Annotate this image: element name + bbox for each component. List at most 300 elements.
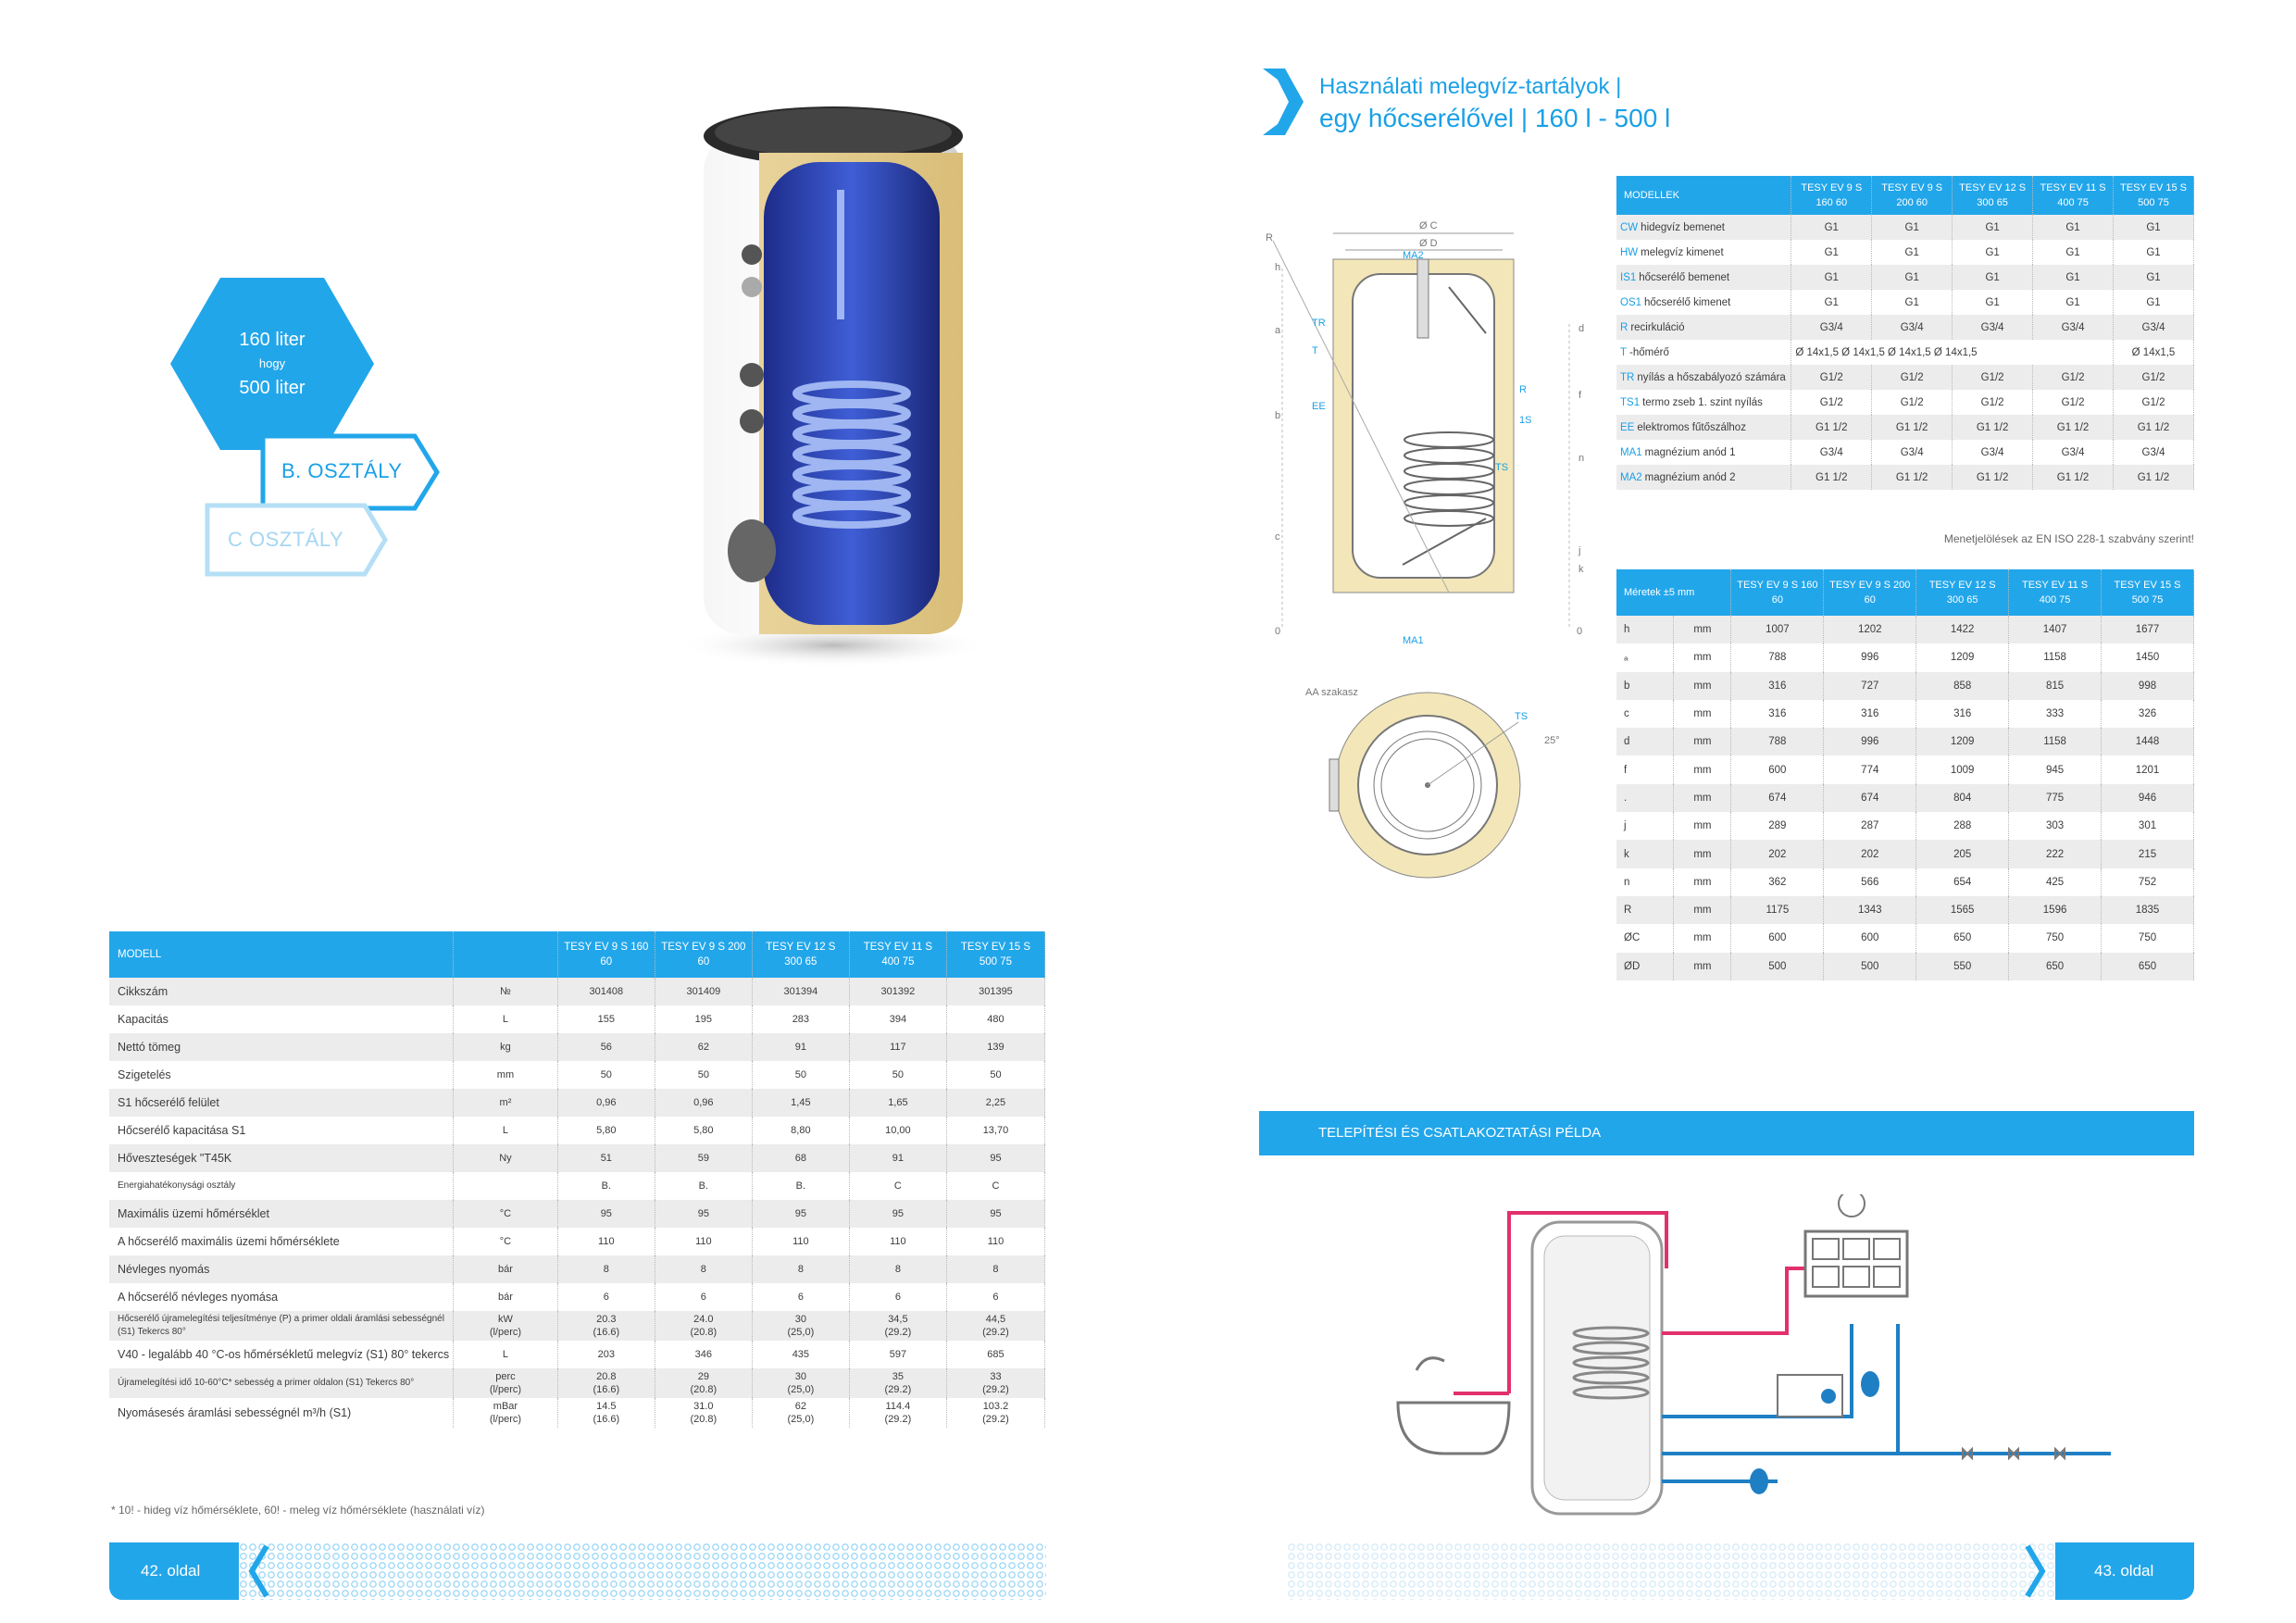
- dimension-unit: mm: [1674, 700, 1731, 728]
- table-header-cell: TESY EV 11 S 400 75: [2033, 176, 2114, 215]
- table-cell: 750: [2102, 924, 2194, 952]
- connection-code: MA2: [1620, 471, 1642, 483]
- label-b: b: [1275, 410, 1281, 421]
- table-header-cell: TESY EV 9 S 160 60: [1791, 176, 1872, 215]
- table-header-cell: TESY EV 9 S 160 60: [1731, 569, 1824, 616]
- connection-code: HW: [1620, 246, 1639, 258]
- table-cell: 316: [1916, 700, 2009, 728]
- table-cell: G1/2: [2033, 365, 2114, 390]
- table-cell: 51: [557, 1144, 655, 1172]
- dimension-code: h: [1616, 616, 1674, 643]
- row-label: [1616, 265, 1791, 290]
- table-cell: 301: [2102, 812, 2194, 840]
- table-cell: 202: [1824, 840, 1916, 868]
- table-cell: 301392: [849, 978, 946, 1005]
- table-cell: G1: [1791, 265, 1872, 290]
- table-cell: 215: [2102, 840, 2194, 868]
- connection-code: R: [1620, 321, 1628, 333]
- table-header-row: [1616, 569, 2194, 616]
- dimension-unit: mm: [1674, 728, 1731, 755]
- table-cell: G3/4: [1872, 315, 1953, 340]
- row-unit: bár: [454, 1255, 558, 1283]
- table-cell: 301395: [946, 978, 1044, 1005]
- table-cell: B.: [557, 1172, 655, 1200]
- table-cell: 56: [557, 1033, 655, 1061]
- label-t: T: [1312, 345, 1318, 356]
- table-cell: 24.0 (20.8): [655, 1311, 752, 1341]
- table-cell: G1 1/2: [1872, 415, 1953, 440]
- table-cell: 95: [849, 1200, 946, 1228]
- class-c-tag: C OSZTÁLY: [202, 500, 391, 580]
- table-cell: Ø 14x1,5: [2114, 340, 2194, 365]
- label-section: AA szakasz: [1305, 687, 1358, 698]
- table-cell: 1450: [2102, 643, 2194, 671]
- connection-code: T: [1620, 346, 1628, 358]
- table-cell: 1,45: [752, 1089, 849, 1117]
- table-cell: 1,65: [849, 1089, 946, 1117]
- table-cell: 283: [752, 1005, 849, 1033]
- table-header-cell: TESY EV 11 S 400 75: [849, 931, 946, 978]
- row-unit: bár: [454, 1283, 558, 1311]
- table-cell: 110: [946, 1228, 1044, 1255]
- table-cell: 68: [752, 1144, 849, 1172]
- table-cell: G3/4: [2114, 315, 2194, 340]
- table-header-cell: TESY EV 15 S 500 75: [2114, 176, 2194, 215]
- table-cell: 600: [1731, 924, 1824, 952]
- thread-note: Menetjelölések az EN ISO 228-1 szabvány szerint!: [1943, 532, 2194, 545]
- connection-code: CW: [1620, 221, 1639, 233]
- label-ma2: MA2: [1403, 250, 1424, 261]
- table-row: [1616, 672, 2194, 700]
- table-cell: 600: [1824, 924, 1916, 952]
- table-row: [1616, 440, 2194, 465]
- table-header-cell: [454, 931, 558, 978]
- table-cell: 996: [1824, 728, 1916, 755]
- row-unit: L: [454, 1117, 558, 1144]
- table-cell: G1 1/2: [1953, 415, 2033, 440]
- label-zero-right: 0: [1577, 626, 1583, 637]
- table-cell: 289: [1731, 812, 1824, 840]
- table-cell: 110: [752, 1228, 849, 1255]
- table-cell: 59: [655, 1144, 752, 1172]
- dimension-code: ₐ: [1616, 643, 1674, 671]
- table-row: [109, 1255, 1045, 1283]
- row-unit: [454, 1172, 558, 1200]
- table-row: [1616, 290, 2194, 315]
- table-header-cell: MODELLEK: [1616, 176, 1791, 215]
- dimension-code: c: [1616, 700, 1674, 728]
- table-cell: 195: [655, 1005, 752, 1033]
- connection-code: IS1: [1620, 271, 1637, 283]
- table-row: [109, 1061, 1045, 1089]
- table-cell: G1: [1872, 240, 1953, 265]
- table-cell: 550: [1916, 953, 2009, 980]
- table-cell: 1677: [2102, 616, 2194, 643]
- table-row: [1616, 616, 2194, 643]
- table-cell: C: [946, 1172, 1044, 1200]
- table-header-cell: TESY EV 12 S 300 65: [1953, 176, 2033, 215]
- dimension-unit: mm: [1674, 784, 1731, 812]
- table-cell: 650: [2102, 953, 2194, 980]
- table-cell: 333: [2009, 700, 2102, 728]
- table-cell: G1/2: [1791, 365, 1872, 390]
- table-cell: 31.0 (20.8): [655, 1398, 752, 1428]
- table-header-cell: TESY EV 9 S 160 60: [557, 931, 655, 978]
- row-unit: kW (l/perc): [454, 1311, 558, 1341]
- label-ts-section: TS: [1515, 711, 1529, 722]
- table-cell: 1407: [2009, 616, 2102, 643]
- table-cell: G1: [1791, 215, 1872, 240]
- dimension-unit: mm: [1674, 924, 1731, 952]
- table-cell: G1: [2114, 290, 2194, 315]
- table-cell: G1: [1872, 215, 1953, 240]
- table-cell: 815: [2009, 672, 2102, 700]
- table-cell: 6: [752, 1283, 849, 1311]
- table-cell: G1 1/2: [2033, 415, 2114, 440]
- table-cell: 650: [2009, 953, 2102, 980]
- dimension-unit: mm: [1674, 840, 1731, 868]
- row-label: Nettó tömeg: [109, 1033, 454, 1061]
- table-cell: 2,25: [946, 1089, 1044, 1117]
- installation-section-title: TELEPÍTÉSI ÉS CSATLAKOZTATÁSI PÉLDA: [1259, 1111, 2194, 1155]
- table-row: [1616, 868, 2194, 896]
- table-cell: C: [849, 1172, 946, 1200]
- dimension-unit: mm: [1674, 755, 1731, 783]
- label-ee: EE: [1312, 401, 1326, 412]
- table-row: [1616, 240, 2194, 265]
- table-cell: 301394: [752, 978, 849, 1005]
- row-label: Újramelegítési idő 10-60°C* sebesség a primer oldalon (S1) Tekercs 80°: [109, 1368, 454, 1398]
- row-label: Szigetelés: [109, 1061, 454, 1089]
- connection-code: TS1: [1620, 396, 1641, 408]
- footer-right-tab: [2055, 1542, 2194, 1600]
- table-cell: B.: [655, 1172, 752, 1200]
- table-cell: 303: [2009, 812, 2102, 840]
- table-header-cell: TESY EV 15 S 500 75: [946, 931, 1044, 978]
- table-cell: 155: [557, 1005, 655, 1033]
- table-row: [109, 1283, 1045, 1311]
- dim-label-od: Ø D: [1419, 238, 1438, 249]
- table-row: [109, 1172, 1045, 1200]
- footnote: * 10! - hideg víz hőmérséklete, 60! - meleg víz hőmérséklete (használati víz): [111, 1504, 485, 1517]
- table-cell: 13,70: [946, 1117, 1044, 1144]
- connection-code: MA1: [1620, 446, 1642, 458]
- table-cell: G1/2: [2114, 365, 2194, 390]
- row-unit: Ny: [454, 1144, 558, 1172]
- table-row: [1616, 755, 2194, 783]
- connection-code: OS1: [1620, 296, 1642, 308]
- connection-label: recirkuláció: [1630, 321, 1685, 333]
- table-cell: 8,80: [752, 1117, 849, 1144]
- label-h: h: [1275, 262, 1281, 273]
- table-cell: 6: [557, 1283, 655, 1311]
- table-cell: 6: [946, 1283, 1044, 1311]
- table-cell: 1007: [1731, 616, 1824, 643]
- table-cell: 95: [655, 1200, 752, 1228]
- row-label: [1616, 340, 1791, 365]
- table-cell: 1835: [2102, 896, 2194, 924]
- table-cell: 202: [1731, 840, 1824, 868]
- row-label: Kapacitás: [109, 1005, 454, 1033]
- row-unit: L: [454, 1341, 558, 1368]
- table-row: [1616, 728, 2194, 755]
- table-cell: G3/4: [1791, 315, 1872, 340]
- table-cell: 20.3 (16.6): [557, 1311, 655, 1341]
- table-cell: G1: [1953, 290, 2033, 315]
- dimension-unit: mm: [1674, 643, 1731, 671]
- page-number-right: 43. oldal: [2094, 1562, 2154, 1579]
- table-cell: 775: [2009, 784, 2102, 812]
- table-cell: 205: [1916, 840, 2009, 868]
- table-cell: 346: [655, 1341, 752, 1368]
- row-label: [1616, 315, 1791, 340]
- row-unit: L: [454, 1005, 558, 1033]
- table-header-cell: TESY EV 12 S 300 65: [1916, 569, 2009, 616]
- table-header-cell: TESY EV 9 S 200 60: [1872, 176, 1953, 215]
- table-cell: G1: [2033, 240, 2114, 265]
- label-f: f: [1578, 390, 1582, 401]
- row-label: [1616, 465, 1791, 490]
- table-row: [109, 1144, 1045, 1172]
- dimension-code: j: [1616, 812, 1674, 840]
- table-cell: 435: [752, 1341, 849, 1368]
- row-unit: m²: [454, 1089, 558, 1117]
- table-cell: 6: [655, 1283, 752, 1311]
- table-cell: 1343: [1824, 896, 1916, 924]
- table-cell: Ø 14x1,5 Ø 14x1,5 Ø 14x1,5 Ø 14x1,5: [1791, 340, 2114, 365]
- table-cell: G1 1/2: [1872, 465, 1953, 490]
- label-angle: 25°: [1544, 735, 1560, 746]
- row-label: A hőcserélő maximális üzemi hőmérséklete: [109, 1228, 454, 1255]
- class-b-tag: B. OSZTÁLY: [257, 431, 443, 514]
- label-k: k: [1578, 564, 1584, 575]
- table-row: [1616, 924, 2194, 952]
- dimension-code: R: [1616, 896, 1674, 924]
- table-cell: G3/4: [2033, 440, 2114, 465]
- table-cell: G1: [2033, 290, 2114, 315]
- table-row: [1616, 700, 2194, 728]
- table-header-row: [109, 931, 1045, 978]
- table-cell: 394: [849, 1005, 946, 1033]
- row-unit: kg: [454, 1033, 558, 1061]
- table-cell: 804: [1916, 784, 2009, 812]
- row-label: [1616, 415, 1791, 440]
- table-cell: 8: [946, 1255, 1044, 1283]
- table-row: [1616, 215, 2194, 240]
- table-row: [109, 1033, 1045, 1061]
- table-cell: G1: [2033, 215, 2114, 240]
- table-cell: 8: [655, 1255, 752, 1283]
- connection-label: hőcserélő bemenet: [1639, 271, 1730, 283]
- table-cell: 1596: [2009, 896, 2102, 924]
- capacity-min: 160 liter: [239, 330, 306, 350]
- table-cell: 1209: [1916, 728, 2009, 755]
- table-row: [109, 1117, 1045, 1144]
- table-cell: 91: [752, 1033, 849, 1061]
- table-cell: G1/2: [1953, 365, 2033, 390]
- row-unit: °C: [454, 1200, 558, 1228]
- table-cell: G1 1/2: [2033, 465, 2114, 490]
- connection-label: magnézium anód 2: [1644, 471, 1736, 483]
- table-cell: 50: [557, 1061, 655, 1089]
- table-row: [1616, 812, 2194, 840]
- row-label: [1616, 390, 1791, 415]
- row-label: V40 - legalább 40 °C-os hőmérsékletű melegvíz (S1) 80° tekercs: [109, 1341, 454, 1368]
- table-cell: 50: [655, 1061, 752, 1089]
- table-cell: 600: [1731, 755, 1824, 783]
- dimension-code: .: [1616, 784, 1674, 812]
- boiler-product-image: [667, 97, 1000, 671]
- label-zero-left: 0: [1275, 626, 1281, 637]
- row-unit: №: [454, 978, 558, 1005]
- table-cell: 50: [946, 1061, 1044, 1089]
- table-cell: 8: [557, 1255, 655, 1283]
- table-cell: 44,5 (29.2): [946, 1311, 1044, 1341]
- table-cell: 301408: [557, 978, 655, 1005]
- row-label: Energiahatékonysági osztály: [109, 1172, 454, 1200]
- table-cell: 362: [1731, 868, 1824, 896]
- table-cell: G3/4: [1791, 440, 1872, 465]
- table-cell: 316: [1731, 672, 1824, 700]
- dimension-code: d: [1616, 728, 1674, 755]
- table-cell: 425: [2009, 868, 2102, 896]
- table-row: [1616, 953, 2194, 980]
- table-row: [1616, 315, 2194, 340]
- table-cell: 288: [1916, 812, 2009, 840]
- label-c: c: [1275, 531, 1280, 543]
- table-cell: 103.2 (29.2): [946, 1398, 1044, 1428]
- table-cell: 685: [946, 1341, 1044, 1368]
- row-label: [1616, 290, 1791, 315]
- table-cell: G1 1/2: [2114, 465, 2194, 490]
- table-cell: G3/4: [1953, 440, 2033, 465]
- table-cell: 50: [752, 1061, 849, 1089]
- row-label: Hőcserélő kapacitása S1: [109, 1117, 454, 1144]
- table-row: [109, 1341, 1045, 1368]
- table-cell: G1: [1953, 240, 2033, 265]
- dimension-unit: mm: [1674, 672, 1731, 700]
- label-ts: TS: [1495, 462, 1509, 473]
- table-row: [109, 1311, 1045, 1341]
- table-cell: 788: [1731, 643, 1824, 671]
- table-row: [1616, 784, 2194, 812]
- table-cell: 114.4 (29.2): [849, 1398, 946, 1428]
- connection-label: -hőmérő: [1629, 346, 1669, 358]
- table-cell: 8: [752, 1255, 849, 1283]
- table-row: [109, 1200, 1045, 1228]
- table-header-cell: TESY EV 12 S 300 65: [752, 931, 849, 978]
- table-cell: 110: [849, 1228, 946, 1255]
- table-row: [1616, 840, 2194, 868]
- row-unit: mm: [454, 1061, 558, 1089]
- table-cell: 750: [2009, 924, 2102, 952]
- table-cell: 566: [1824, 868, 1916, 896]
- capacity-badge: [168, 276, 376, 452]
- dimension-code: ØD: [1616, 953, 1674, 980]
- capacity-separator: hogy: [258, 356, 286, 370]
- row-label: Hőcserélő újramelegítési teljesítménye (P) a primer oldali áramlási sebességnél (S1) Tekercs 80°: [109, 1311, 454, 1341]
- table-cell: G3/4: [2114, 440, 2194, 465]
- dim-label-oc: Ø C: [1419, 220, 1438, 231]
- table-cell: G1: [2033, 265, 2114, 290]
- table-cell: G1: [1791, 290, 1872, 315]
- row-label: [1616, 440, 1791, 465]
- table-row: [1616, 465, 2194, 490]
- page-number-left: 42. oldal: [141, 1562, 201, 1579]
- technical-drawing: [1264, 213, 1597, 657]
- table-row: [109, 978, 1045, 1005]
- table-cell: G1: [2114, 240, 2194, 265]
- table-cell: 1565: [1916, 896, 2009, 924]
- table-cell: 30 (25,0): [752, 1368, 849, 1398]
- table-header-row: [1616, 176, 2194, 215]
- table-cell: 752: [2102, 868, 2194, 896]
- table-cell: 500: [1824, 953, 1916, 980]
- table-cell: G1/2: [1791, 390, 1872, 415]
- table-cell: 14.5 (16.6): [557, 1398, 655, 1428]
- connection-label: hőcserélő kimenet: [1644, 296, 1731, 308]
- table-cell: 62: [655, 1033, 752, 1061]
- table-cell: 654: [1916, 868, 2009, 896]
- table-row: [1616, 340, 2194, 365]
- table-row: [1616, 365, 2194, 390]
- table-cell: 326: [2102, 700, 2194, 728]
- table-cell: 316: [1731, 700, 1824, 728]
- label-j: j: [1578, 545, 1581, 556]
- table-cell: G1 1/2: [1953, 465, 2033, 490]
- table-cell: 35 (29.2): [849, 1368, 946, 1398]
- table-cell: 20.8 (16.6): [557, 1368, 655, 1398]
- table-cell: G3/4: [1872, 440, 1953, 465]
- label-a: a: [1275, 325, 1281, 336]
- table-cell: G1: [2114, 215, 2194, 240]
- table-row: [109, 1398, 1045, 1428]
- table-row: [109, 1368, 1045, 1398]
- dimension-unit: mm: [1674, 812, 1731, 840]
- table-cell: 996: [1824, 643, 1916, 671]
- table-cell: 30 (25,0): [752, 1311, 849, 1341]
- table-cell: 500: [1731, 953, 1824, 980]
- table-header-cell: TESY EV 15 S 500 75: [2102, 569, 2194, 616]
- connection-label: termo zseb 1. szint nyílás: [1642, 396, 1763, 408]
- table-cell: 5,80: [557, 1117, 655, 1144]
- table-row: [1616, 643, 2194, 671]
- table-cell: 50: [849, 1061, 946, 1089]
- table-cell: 774: [1824, 755, 1916, 783]
- connection-label: melegvíz kimenet: [1641, 246, 1724, 258]
- dimension-unit: mm: [1674, 616, 1731, 643]
- label-r-top: R: [1266, 232, 1273, 243]
- table-header-cell: Méretek ±5 mm: [1616, 569, 1731, 616]
- page-title-line1: Használati melegvíz-tartályok |: [1319, 74, 1622, 99]
- table-cell: 91: [849, 1144, 946, 1172]
- table-row: [109, 1005, 1045, 1033]
- table-cell: 95: [752, 1200, 849, 1228]
- table-cell: 945: [2009, 755, 2102, 783]
- section-drawing: [1296, 680, 1592, 903]
- dimensions-table: [1616, 569, 2194, 980]
- row-unit: mBar (l/perc): [454, 1398, 558, 1428]
- table-cell: 62 (25,0): [752, 1398, 849, 1428]
- table-cell: 95: [946, 1144, 1044, 1172]
- table-header-cell: TESY EV 9 S 200 60: [655, 931, 752, 978]
- dimension-unit: mm: [1674, 896, 1731, 924]
- table-row: [1616, 390, 2194, 415]
- capacity-max: 500 liter: [239, 378, 306, 398]
- table-cell: 1009: [1916, 755, 2009, 783]
- table-cell: 95: [557, 1200, 655, 1228]
- table-cell: G1/2: [1872, 390, 1953, 415]
